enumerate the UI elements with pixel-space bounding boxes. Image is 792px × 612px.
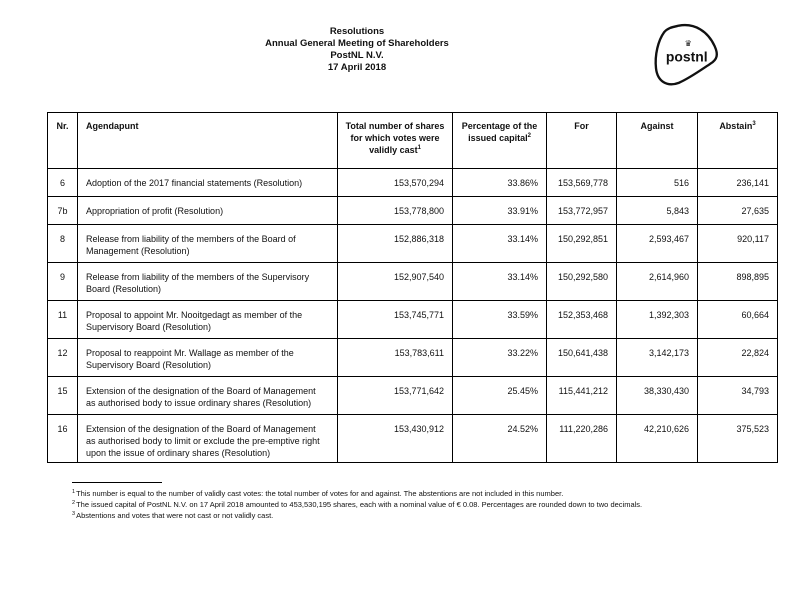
table-row bbox=[48, 301, 778, 339]
header-percentage-footnote-ref: 2 bbox=[527, 133, 531, 139]
footnotes-block bbox=[72, 482, 732, 521]
cell-shares: 153,771,642 bbox=[338, 377, 453, 415]
cell-shares: 153,570,294 bbox=[338, 169, 453, 197]
cell-for: 111,220,286 bbox=[547, 415, 617, 463]
cell-against: 38,330,430 bbox=[617, 377, 698, 415]
header-shares-footnote-ref: 1 bbox=[417, 145, 421, 151]
cell-against: 3,142,173 bbox=[617, 339, 698, 377]
cell-agendapunt: Release from liability of the members of the Board of Management (Resolution) bbox=[78, 225, 338, 263]
header-shares-label: Total number of shares for which votes were validly cast bbox=[345, 121, 445, 155]
cell-nr: 9 bbox=[48, 263, 78, 301]
table-row bbox=[48, 377, 778, 415]
cell-nr: 6 bbox=[48, 169, 78, 197]
cell-for: 150,641,438 bbox=[547, 339, 617, 377]
cell-nr: 11 bbox=[48, 301, 78, 339]
logo-text: postnl bbox=[665, 48, 708, 65]
cell-for: 152,353,468 bbox=[547, 301, 617, 339]
cell-shares: 153,778,800 bbox=[338, 197, 453, 225]
table-row bbox=[48, 169, 778, 197]
cell-percentage: 33.22% bbox=[453, 339, 547, 377]
table-row bbox=[48, 263, 778, 301]
cell-agendapunt: Appropriation of profit (Resolution) bbox=[78, 197, 338, 225]
resolutions-table bbox=[47, 112, 778, 463]
cell-abstain: 34,793 bbox=[698, 377, 778, 415]
footnote-1-text: This number is equal to the number of validly cast votes: the total number of votes for and against. The abstentions are not included in this number. bbox=[76, 489, 564, 498]
cell-percentage: 33.86% bbox=[453, 169, 547, 197]
footnote-3-text: Abstentions and votes that were not cast or not validly cast. bbox=[76, 511, 274, 520]
table-row bbox=[48, 197, 778, 225]
header-against: Against bbox=[617, 113, 698, 169]
cell-against: 516 bbox=[617, 169, 698, 197]
cell-agendapunt: Proposal to appoint Mr. Nooitgedagt as member of the Supervisory Board (Resolution) bbox=[78, 301, 338, 339]
cell-shares: 153,745,771 bbox=[338, 301, 453, 339]
table-body bbox=[48, 169, 778, 463]
footnote-2-text: The issued capital of PostNL N.V. on 17 April 2018 amounted to 453,530,195 shares, each with a nominal value of € 0.08. Percentages are rounded down to two decimals. bbox=[76, 500, 643, 509]
cell-against: 2,593,467 bbox=[617, 225, 698, 263]
postnl-logo bbox=[652, 22, 726, 88]
footnote-3 bbox=[72, 510, 732, 521]
cell-shares: 152,886,318 bbox=[338, 225, 453, 263]
cell-abstain: 898,895 bbox=[698, 263, 778, 301]
cell-shares: 153,430,912 bbox=[338, 415, 453, 463]
cell-for: 150,292,851 bbox=[547, 225, 617, 263]
header-percentage bbox=[453, 113, 547, 169]
document-title-block bbox=[47, 26, 667, 74]
cell-agendapunt: Adoption of the 2017 financial statements (Resolution) bbox=[78, 169, 338, 197]
table-header bbox=[48, 113, 778, 169]
cell-agendapunt: Extension of the designation of the Board of Management as authorised body to issue ordinary shares (Resolution) bbox=[78, 377, 338, 415]
crown-icon: ♛ bbox=[684, 39, 692, 49]
cell-percentage: 24.52% bbox=[453, 415, 547, 463]
footnote-1-marker: 1 bbox=[72, 488, 76, 495]
header-percentage-label: Percentage of the issued capital bbox=[461, 121, 538, 143]
cell-shares: 152,907,540 bbox=[338, 263, 453, 301]
cell-abstain: 375,523 bbox=[698, 415, 778, 463]
cell-percentage: 33.59% bbox=[453, 301, 547, 339]
cell-abstain: 236,141 bbox=[698, 169, 778, 197]
table-row bbox=[48, 415, 778, 463]
header-abstain bbox=[698, 113, 778, 169]
header-for: For bbox=[547, 113, 617, 169]
cell-abstain: 60,664 bbox=[698, 301, 778, 339]
header-nr: Nr. bbox=[48, 113, 78, 169]
cell-nr: 15 bbox=[48, 377, 78, 415]
title-line-meeting: Annual General Meeting of Shareholders bbox=[265, 38, 449, 49]
footnote-2-marker: 2 bbox=[72, 499, 76, 506]
cell-agendapunt: Release from liability of the members of the Supervisory Board (Resolution) bbox=[78, 263, 338, 301]
title-line-company: PostNL N.V. bbox=[330, 50, 384, 61]
cell-abstain: 27,635 bbox=[698, 197, 778, 225]
postnl-logo-icon bbox=[652, 22, 726, 88]
cell-percentage: 33.91% bbox=[453, 197, 547, 225]
cell-nr: 16 bbox=[48, 415, 78, 463]
cell-against: 2,614,960 bbox=[617, 263, 698, 301]
title-line-resolutions: Resolutions bbox=[329, 26, 385, 37]
cell-agendapunt: Proposal to reappoint Mr. Wallage as member of the Supervisory Board (Resolution) bbox=[78, 339, 338, 377]
cell-for: 150,292,580 bbox=[547, 263, 617, 301]
cell-for: 153,569,778 bbox=[547, 169, 617, 197]
header-abstain-label: Abstain bbox=[719, 121, 753, 131]
cell-shares: 153,783,611 bbox=[338, 339, 453, 377]
cell-nr: 8 bbox=[48, 225, 78, 263]
footnote-separator bbox=[72, 482, 162, 483]
header-abstain-footnote-ref: 3 bbox=[752, 121, 756, 127]
cell-abstain: 22,824 bbox=[698, 339, 778, 377]
cell-against: 5,843 bbox=[617, 197, 698, 225]
cell-abstain: 920,117 bbox=[698, 225, 778, 263]
cell-for: 115,441,212 bbox=[547, 377, 617, 415]
header-row bbox=[48, 113, 778, 169]
cell-against: 1,392,303 bbox=[617, 301, 698, 339]
cell-percentage: 25.45% bbox=[453, 377, 547, 415]
footnote-1 bbox=[72, 488, 732, 499]
cell-percentage: 33.14% bbox=[453, 263, 547, 301]
cell-against: 42,210,626 bbox=[617, 415, 698, 463]
footnote-2 bbox=[72, 499, 732, 510]
cell-agendapunt: Extension of the designation of the Board of Management as authorised body to limit or exclude the pre-emptive right upon the issue of ordinary shares (Resolution) bbox=[78, 415, 338, 463]
title-line-date: 17 April 2018 bbox=[327, 62, 387, 73]
header-agendapunt: Agendapunt bbox=[78, 113, 338, 169]
cell-percentage: 33.14% bbox=[453, 225, 547, 263]
table-row bbox=[48, 225, 778, 263]
cell-nr: 12 bbox=[48, 339, 78, 377]
cell-nr: 7b bbox=[48, 197, 78, 225]
footnote-3-marker: 3 bbox=[72, 510, 76, 517]
table-row bbox=[48, 339, 778, 377]
cell-for: 153,772,957 bbox=[547, 197, 617, 225]
header-shares bbox=[338, 113, 453, 169]
